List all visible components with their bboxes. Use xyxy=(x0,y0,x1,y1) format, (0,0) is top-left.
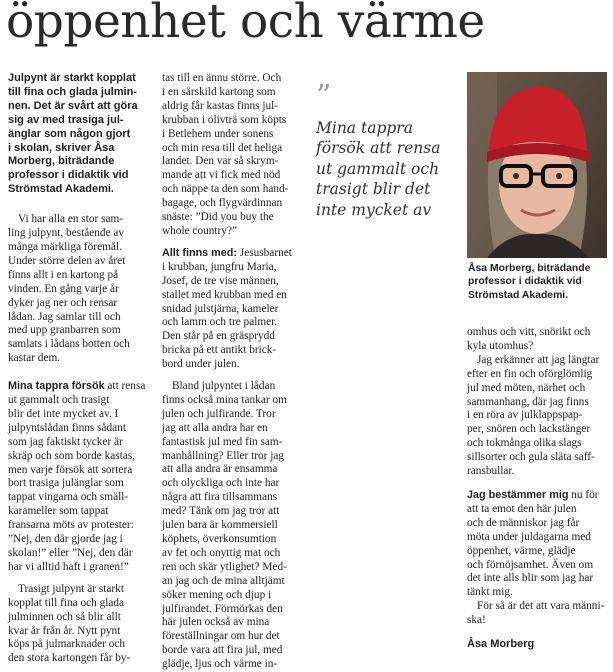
text-line: ut gammalt och trasigt xyxy=(8,394,110,407)
text-line: aldrig får kastas finns jul- xyxy=(162,99,279,112)
text-line: har vi alltid haft i granen!” xyxy=(8,560,129,573)
text-line: fransarna möts av protester: xyxy=(8,519,134,532)
text-line: stallet med krubban med en xyxy=(162,288,287,301)
text-line: snäste: ”Did you buy the xyxy=(162,211,274,224)
text-line: och de människor jag får xyxy=(467,516,580,529)
text-line: Mina tappra xyxy=(316,119,413,137)
text-line: den stora kartongen får by- xyxy=(8,652,131,665)
body-paragraph xyxy=(467,326,607,354)
body-paragraph xyxy=(8,380,148,575)
text-line: av fet och onyttig mat och xyxy=(162,546,281,559)
text-line: tas till en ännu större. Och xyxy=(162,72,282,84)
text-line: landet. Den var så skrym- xyxy=(162,155,279,168)
text-line: och förnöjsamhet. Även om xyxy=(467,558,594,571)
text-line: bricka på ett antikt brick- xyxy=(162,344,277,357)
text-line: att ta emot den här julen xyxy=(467,502,577,515)
headline: öppenhet och värme xyxy=(6,0,485,49)
text-line: att alla andra är ensamma xyxy=(162,463,278,476)
body-paragraph xyxy=(467,600,607,628)
body-paragraph xyxy=(8,213,148,366)
text-line: Julpynt är starkt kopplat xyxy=(8,72,136,84)
text-line: ska! xyxy=(467,614,486,627)
text-line: sammanhang, där jag finns xyxy=(467,395,589,408)
text-line: professor i didaktik vid xyxy=(468,276,582,288)
text-line: Strömstad Akademi. xyxy=(8,183,114,196)
text-line: Strömstad Akademi. xyxy=(468,289,569,301)
text-line: söker mening och djup i xyxy=(162,588,272,601)
body-paragraph xyxy=(8,583,148,666)
text-line: samlats i lådans botten och xyxy=(8,338,130,351)
text-line: inte mycket av xyxy=(316,200,432,219)
text-line: julfirandet. Förmörkas den xyxy=(162,602,283,615)
text-line: tänkt mig. xyxy=(467,586,513,599)
subhead: Jag bestämmer mig xyxy=(467,488,569,501)
body-paragraph xyxy=(162,380,302,672)
text-line: föreställningar om hur det xyxy=(162,630,280,643)
text-line: några att fira tillsammans xyxy=(162,491,278,504)
text-line: försök att rensa xyxy=(316,139,441,158)
text-line: många märkliga föremål. xyxy=(8,240,122,253)
text-line: blir det inte mycket av. I xyxy=(8,407,119,420)
quote-mark-icon: ” xyxy=(316,79,332,114)
text-line: och olyckliga och inte har xyxy=(162,477,280,490)
text-line: karameller som tappat xyxy=(8,505,109,518)
text-line: efter en fin och oförglömlig xyxy=(467,367,593,380)
text-line: möta under juldagarna med xyxy=(467,530,591,543)
text-line: i en röra av julklappspap- xyxy=(467,409,583,422)
text-line: Morberg, biträdande xyxy=(8,155,115,168)
subhead: Allt finns med: xyxy=(162,246,237,259)
article-column-1 xyxy=(8,72,148,666)
text-line: Trasigt julpynt är starkt xyxy=(18,582,124,595)
text-line: och lamm och tre palmer. xyxy=(162,316,278,329)
text-line: julen bara är kommersiell xyxy=(162,519,278,532)
text-line: som jag faktiskt tycker är xyxy=(8,435,123,448)
text-line: men varje försök att sortera xyxy=(8,463,133,476)
body-paragraph xyxy=(162,247,302,372)
text-line: och min resa till det heliga xyxy=(162,141,283,154)
text-line: krubban i olivträ som köpts xyxy=(162,113,287,126)
text-line: kvar år från år. Nytt pynt xyxy=(8,624,121,637)
text-line: i krubban, jungfru Maria, xyxy=(162,260,277,273)
text-line: omhus och vitt, snörikt och xyxy=(467,326,591,338)
author-signature: Åsa Morberg xyxy=(467,638,535,651)
text-line: julen och julfirande. Tror xyxy=(162,407,276,420)
author-photo xyxy=(467,72,607,258)
text-line: kyla utomhus? xyxy=(467,339,534,352)
body-paragraph xyxy=(467,489,607,600)
text-line: med upp granbarren som xyxy=(8,324,121,337)
lead-paragraph xyxy=(8,72,148,197)
text-line: För så är det att vara männi- xyxy=(477,600,605,613)
text-line: ling julpynt, bestående av xyxy=(8,227,125,240)
text-line: Josef, de tre vise männen, xyxy=(162,274,279,287)
article-column-4 xyxy=(467,326,607,652)
text-line: sillsorter och gula släta saff- xyxy=(467,451,595,464)
body-paragraph xyxy=(162,72,302,239)
article-column-2 xyxy=(162,72,302,672)
text-line: Bland julpyntet i lådan xyxy=(172,380,276,393)
text-line: ransbullar. xyxy=(467,465,515,478)
text-line: dyker jag ner och rensar xyxy=(8,296,118,309)
text-line: köphets, överkonsumtion xyxy=(162,533,277,545)
text-line: trasigt blir det xyxy=(316,180,431,199)
text-line: an jag och de mina alltjämt xyxy=(162,574,285,587)
text-line: finns också mina tankar om xyxy=(162,393,287,406)
text-line: per, snören och lackstänger xyxy=(467,423,591,436)
text-line: bord under julen. xyxy=(162,358,240,371)
text-line: skolan!” eller ”Nej, den där xyxy=(8,547,133,559)
text-line: vinden. En gång varje år xyxy=(8,282,119,295)
text-line: med? Tänk om jag tror att xyxy=(162,505,280,518)
text-line: i skolan, skriver Åsa xyxy=(8,141,115,154)
text-line: glädje, ljus och värme in- xyxy=(162,658,278,671)
subhead: Mina tappra försök xyxy=(8,380,105,393)
text-line: fantastisk jul med fin sam- xyxy=(162,435,283,448)
text-line: änglar som någon gjort xyxy=(8,127,131,140)
text-line: julpyntslådan finns sådant xyxy=(8,421,126,434)
body-paragraph xyxy=(467,354,607,479)
text-line: Åsa Morberg, biträdande xyxy=(468,263,591,274)
text-line: köps på julmarknader och xyxy=(8,638,126,651)
text-line: jag att alla andra har en xyxy=(162,421,268,434)
text-line: lådan. Jag samlar till och xyxy=(8,310,121,323)
text-line: Jag erkänner att jag längtar xyxy=(477,353,600,366)
photo-caption xyxy=(468,262,610,302)
text-line: kastar dem. xyxy=(8,352,61,365)
text-line: professor i didaktik vid xyxy=(8,169,129,182)
text-line: manhållning? Eller tror jag xyxy=(162,449,285,462)
text-line: i en särskild kartong som xyxy=(162,85,276,98)
text-line: borde vara att fira jul, med xyxy=(162,644,283,657)
text-line: och näppe ta den som hand- xyxy=(162,183,289,196)
text-line: nen. Det är svårt att göra xyxy=(8,99,138,112)
text-line: ren och skär ytlighet? Med- xyxy=(162,560,287,573)
text-line: att rensa xyxy=(104,380,146,393)
text-line: whole country?” xyxy=(162,224,237,237)
text-line: Under större delen av året xyxy=(8,254,126,267)
text-line: finns allt i en kartong på xyxy=(8,268,119,281)
text-line: till fina och glada julmin- xyxy=(8,85,137,98)
text-line: Jesusbarnet xyxy=(236,246,292,259)
text-line: snidad julstjärna, kameler xyxy=(162,302,279,315)
text-line: nu för xyxy=(568,488,599,501)
portrait-icon xyxy=(467,72,607,258)
text-line: ”Nej, den där gjorde jag i xyxy=(8,533,123,546)
text-line: jul med möten, närhet och xyxy=(467,381,586,394)
text-line: kopplat till fina och glada xyxy=(8,596,125,609)
text-line: bagage, och flygvärdinnan xyxy=(162,197,283,210)
text-line: tappat vingarna och smäll- xyxy=(8,491,129,504)
pull-quote xyxy=(316,118,466,220)
text-line: och tokmånga olika slags xyxy=(467,437,582,450)
text-line: i Betlehem under sonens xyxy=(162,127,274,140)
text-line: julminnen och så blir allt xyxy=(8,610,121,623)
text-line: öppenhet, värme, glädje xyxy=(467,544,576,557)
text-line: sig av med trasiga jul- xyxy=(8,113,124,126)
text-line: skräp och som borde kastas, xyxy=(8,449,136,462)
text-line: mande att vi fick med nöd xyxy=(162,169,281,182)
text-line: Vi har alla en stor sam- xyxy=(18,213,124,226)
text-line: ut gammalt och xyxy=(316,159,440,178)
text-line: här julen också av mina xyxy=(162,616,270,629)
text-line: det inte alls blir som jag har xyxy=(467,572,594,585)
text-line: Den står på en gräsprydd xyxy=(162,330,275,343)
text-line: bort trasiga julänglar som xyxy=(8,477,124,490)
